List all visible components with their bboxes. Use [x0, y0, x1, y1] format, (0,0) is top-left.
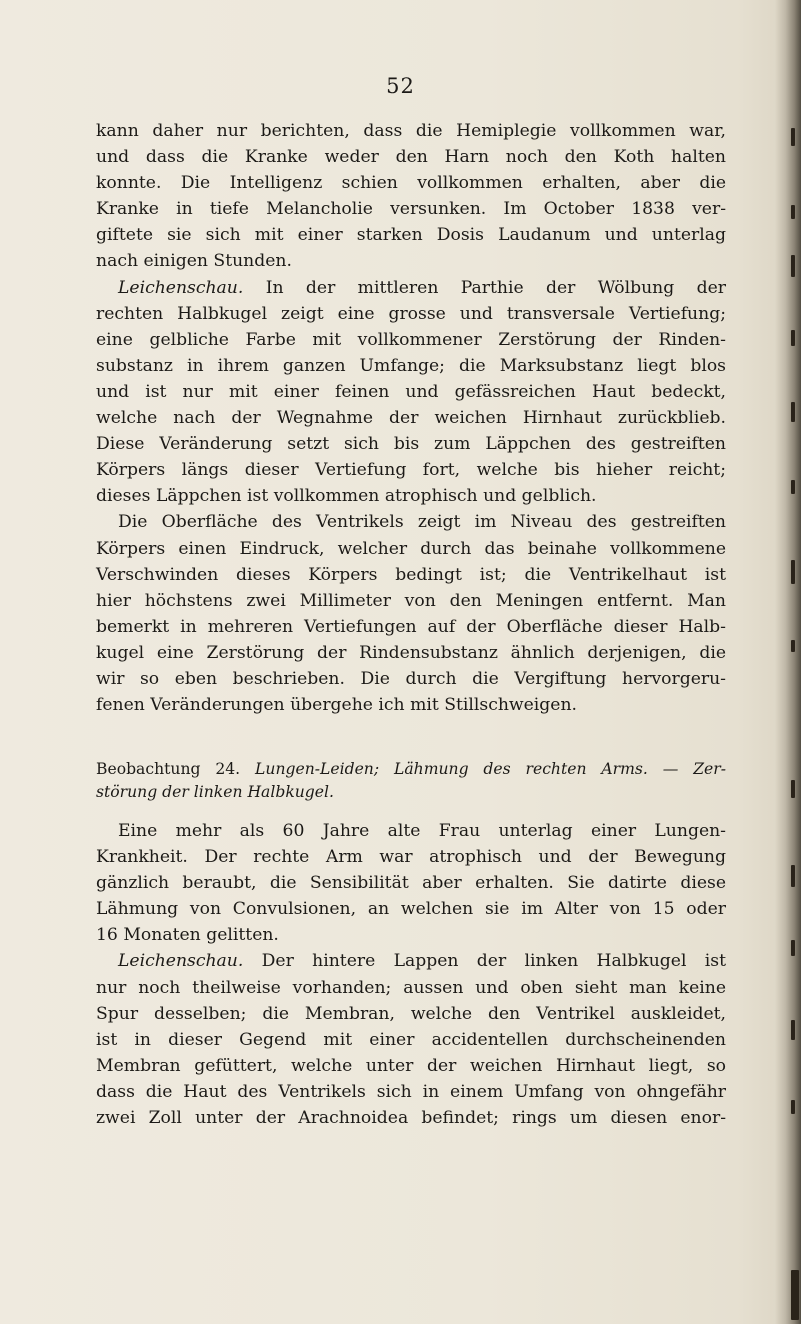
text-line: bemerkt in mehreren Vertiefungen auf der Oberfläche dieser Halb-	[96, 616, 726, 637]
text-line: kugel eine Zerstörung der Rindensubstanz ähnlich derjenigen, die	[96, 642, 726, 663]
text-line: eine gelbliche Farbe mit vollkommener Zerstörung der Rinden-	[96, 329, 726, 350]
edge-mark	[791, 205, 795, 219]
text-line: Krankheit. Der rechte Arm war atrophisch und der Bewegung	[96, 847, 726, 868]
text-line: kann daher nur berichten, dass die Hemiplegie vollkommen war,	[96, 121, 726, 141]
text-line: wir so eben beschrieben. Die durch die Vergiftung hervorgeru-	[96, 668, 726, 689]
text-line: und ist nur mit einer feinen und gefässreichen Haut bedeckt,	[96, 381, 726, 402]
text-line: dass die Haut des Ventrikels sich in einem Umfang von ohngefähr	[96, 1081, 726, 1102]
text-line: Spur desselben; die Membran, welche den Ventrikel auskleidet,	[96, 1003, 726, 1024]
text-line: Eine mehr als 60 Jahre alte Frau unterlag einer Lungen-	[118, 821, 726, 841]
observation-title-part: Lungen-Leiden	[255, 760, 374, 778]
observation-title	[255, 760, 726, 778]
spacer	[96, 804, 726, 818]
edge-mark	[791, 255, 795, 277]
text-line: Körpers einen Eindruck, welcher durch das beinahe vollkommene	[96, 538, 726, 559]
text-fragment: In der mittleren Parthie der Wölbung der	[265, 277, 726, 298]
paragraph-leichenschau-first-line	[96, 275, 726, 301]
edge-mark	[791, 940, 795, 956]
edge-mark	[791, 402, 795, 422]
body-text-upper	[96, 118, 726, 718]
text-line: Verschwinden dieses Körpers bedingt ist; die Ventrikelhaut ist	[96, 564, 726, 585]
observation-title-part: Lähmung des rechten Arms. — Zer-	[394, 760, 726, 778]
edge-mark	[791, 865, 795, 887]
text-line: nach einigen Stunden.	[96, 251, 292, 272]
text-line: welche nach der Wegnahme der weichen Hirnhaut zurückblieb.	[96, 408, 726, 429]
edge-mark	[791, 1270, 799, 1320]
text-line: Membran gefüttert, welche unter der weichen Hirnhaut liegt, so	[96, 1055, 726, 1076]
edge-mark	[791, 1100, 795, 1114]
text-line: zwei Zoll unter der Arachnoidea befindet; rings um diesen enor-	[96, 1108, 726, 1129]
text-line: substanz in ihrem ganzen Umfange; die Marksubstanz liegt blos	[96, 355, 726, 376]
text-line: konnte. Die Intelligenz schien vollkommen erhalten, aber die	[96, 173, 726, 194]
text-line: Lähmung von Convulsionen, an welchen sie im Alter von 15 oder	[96, 899, 726, 920]
text-line: hier höchstens zwei Millimeter von den Meningen entfernt. Man	[96, 590, 726, 611]
edge-mark	[791, 780, 795, 798]
edge-mark	[791, 480, 795, 494]
text-line: ist in dieser Gegend mit einer accidentellen durchscheinenden	[96, 1029, 726, 1050]
edge-mark	[791, 330, 795, 346]
edge-mark	[791, 560, 795, 584]
observation-number: Beobachtung 24.	[96, 760, 241, 778]
observation-heading-line	[96, 758, 726, 781]
paragraph-leichenschau-first-line	[96, 948, 726, 974]
text-line: gänzlich beraubt, die Sensibilität aber erhalten. Sie datirte diese	[96, 873, 726, 894]
leichenschau-label: Leichenschau.	[118, 951, 244, 972]
text-line: 16 Monaten gelitten.	[96, 925, 279, 946]
text-line: Körpers längs dieser Vertiefung fort, welche bis hieher reicht;	[96, 460, 726, 481]
page-binding-shadow	[775, 0, 801, 1324]
edge-mark	[791, 1020, 795, 1040]
page-number: 52	[386, 74, 415, 98]
observation-title-separator: ;	[373, 760, 380, 778]
text-line: nur noch theilweise vorhanden; aussen und oben sieht man keine	[96, 977, 726, 998]
text-line: dieses Läppchen ist vollkommen atrophisch und gelblich.	[96, 486, 597, 507]
observation-heading	[96, 758, 726, 804]
text-line: Kranke in tiefe Melancholie versunken. Im October 1838 ver-	[96, 199, 726, 220]
text-line: und dass die Kranke weder den Harn noch den Koth halten	[96, 147, 726, 168]
edge-mark	[791, 640, 795, 652]
text-line: rechten Halbkugel zeigt eine grosse und transversale Vertiefung;	[96, 303, 726, 324]
edge-mark	[791, 128, 795, 146]
text-line: giftete sie sich mit einer starken Dosis Laudanum und unterlag	[96, 225, 726, 246]
text-line: Diese Veränderung setzt sich bis zum Läppchen des gestreiften	[96, 434, 726, 455]
observation-section	[96, 758, 726, 1131]
leichenschau-label: Leichenschau.	[118, 277, 244, 298]
text-fragment: Der hintere Lappen der linken Halbkugel ist	[261, 951, 726, 972]
text-line: Die Oberfläche des Ventrikels zeigt im Niveau des gestreiften	[118, 512, 726, 533]
text-line: fenen Veränderungen übergehe ich mit Stillschweigen.	[96, 695, 578, 716]
observation-heading-line: störung der linken Halbkugel.	[96, 783, 334, 801]
